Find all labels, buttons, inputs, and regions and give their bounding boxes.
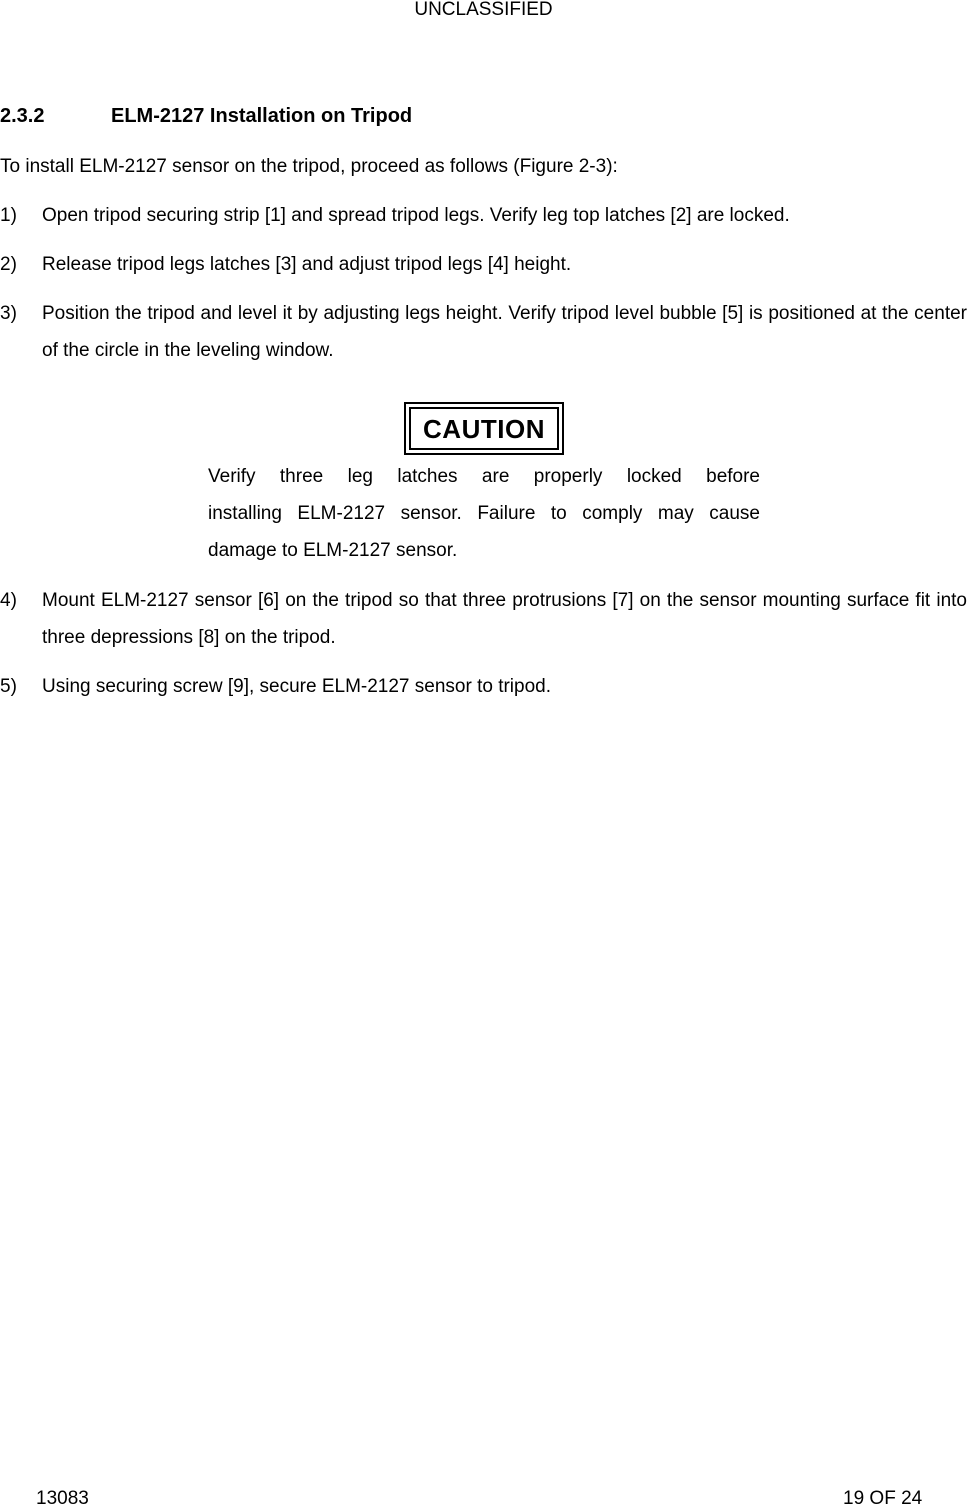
caution-box: [404, 402, 564, 455]
step-text: Mount ELM-2127 sensor [6] on the tripod so that three protrusions [7] on the sensor mounting surface fit into three depressions [8] on the tripod.: [42, 590, 967, 648]
step-number: 3): [0, 303, 17, 324]
step-text: Using securing screw [9], secure ELM-2127 sensor to tripod.: [42, 676, 552, 697]
step-text: Position the tripod and level it by adjusting legs height. Verify tripod level bubble [5] is positioned at the center of the circle in the leveling window.: [42, 303, 967, 361]
caution-line: installing ELM-2127 sensor. Failure to comply may cause: [208, 503, 760, 524]
footer-page-number: 19 OF 24: [843, 1488, 923, 1509]
step-text: Open tripod securing strip [1] and spread tripod legs. Verify leg top latches [2] are locked.: [42, 205, 790, 226]
caution-text: [208, 458, 760, 569]
intro-paragraph: To install ELM-2127 sensor on the tripod, proceed as follows (Figure 2-3):: [0, 156, 618, 177]
section-number: 2.3.2: [0, 105, 45, 127]
step-number: 2): [0, 254, 17, 275]
step-number: 4): [0, 590, 17, 611]
caution-label: CAUTION: [409, 407, 559, 450]
step-text: Release tripod legs latches [3] and adjust tripod legs [4] height.: [42, 254, 572, 275]
classification-header: UNCLASSIFIED: [414, 0, 553, 20]
step-number: 5): [0, 676, 17, 697]
step-number: 1): [0, 205, 17, 226]
footer-doc-number: 13083: [36, 1488, 89, 1509]
caution-line: Verify three leg latches are properly locked before: [208, 466, 760, 487]
caution-line: damage to ELM-2127 sensor.: [208, 540, 458, 561]
section-title: ELM-2127 Installation on Tripod: [111, 105, 413, 127]
